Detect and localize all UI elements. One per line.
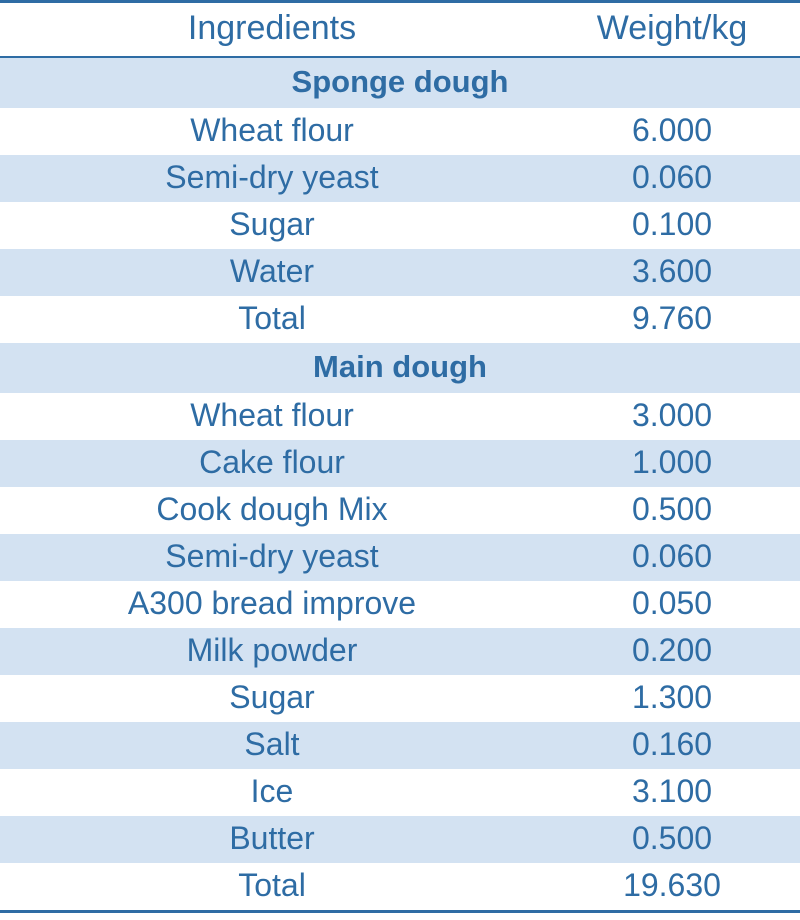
table-row: [0, 487, 800, 534]
table-row: [0, 628, 800, 675]
cell-ingredient: Total: [0, 296, 544, 343]
cell-ingredient: Wheat flour: [0, 108, 544, 155]
table-row: [0, 675, 800, 722]
cell-ingredient: Sugar: [0, 675, 544, 722]
table-row: [0, 393, 800, 440]
cell-weight: 3.600: [544, 249, 800, 296]
table-row: [0, 534, 800, 581]
table-row: [0, 722, 800, 769]
cell-weight: 0.060: [544, 534, 800, 581]
cell-weight: 0.100: [544, 202, 800, 249]
cell-weight: 1.300: [544, 675, 800, 722]
cell-ingredient: Water: [0, 249, 544, 296]
cell-ingredient: Semi-dry yeast: [0, 155, 544, 202]
table-row: [0, 155, 800, 202]
cell-weight: 0.200: [544, 628, 800, 675]
cell-ingredient: Cake flour: [0, 440, 544, 487]
cell-ingredient: Butter: [0, 816, 544, 863]
table-header-row: [0, 2, 800, 58]
cell-weight: 0.160: [544, 722, 800, 769]
section-title: Sponge dough: [0, 57, 800, 108]
table-row: [0, 108, 800, 155]
cell-ingredient: Cook dough Mix: [0, 487, 544, 534]
table-row: [0, 581, 800, 628]
cell-weight: 19.630: [544, 863, 800, 912]
table-row-total: [0, 863, 800, 912]
cell-ingredient: Sugar: [0, 202, 544, 249]
cell-weight: 0.050: [544, 581, 800, 628]
cell-ingredient: Milk powder: [0, 628, 544, 675]
section-header-main-dough: [0, 343, 800, 393]
cell-weight: 0.500: [544, 816, 800, 863]
cell-weight: 1.000: [544, 440, 800, 487]
cell-ingredient: Semi-dry yeast: [0, 534, 544, 581]
column-header-weight: Weight/kg: [544, 2, 800, 58]
table-row: [0, 816, 800, 863]
table-row: [0, 769, 800, 816]
cell-weight: 6.000: [544, 108, 800, 155]
cell-ingredient: Total: [0, 863, 544, 912]
section-header-sponge-dough: [0, 57, 800, 108]
cell-weight: 3.100: [544, 769, 800, 816]
table-row: [0, 249, 800, 296]
cell-ingredient: Ice: [0, 769, 544, 816]
cell-ingredient: A300 bread improve: [0, 581, 544, 628]
recipe-table-body: [0, 2, 800, 912]
section-title: Main dough: [0, 343, 800, 393]
table-row: [0, 440, 800, 487]
cell-weight: 0.500: [544, 487, 800, 534]
cell-weight: 9.760: [544, 296, 800, 343]
cell-weight: 3.000: [544, 393, 800, 440]
table-row: [0, 202, 800, 249]
cell-ingredient: Wheat flour: [0, 393, 544, 440]
cell-ingredient: Salt: [0, 722, 544, 769]
cell-weight: 0.060: [544, 155, 800, 202]
column-header-ingredients: Ingredients: [0, 2, 544, 58]
table-row-total: [0, 296, 800, 343]
